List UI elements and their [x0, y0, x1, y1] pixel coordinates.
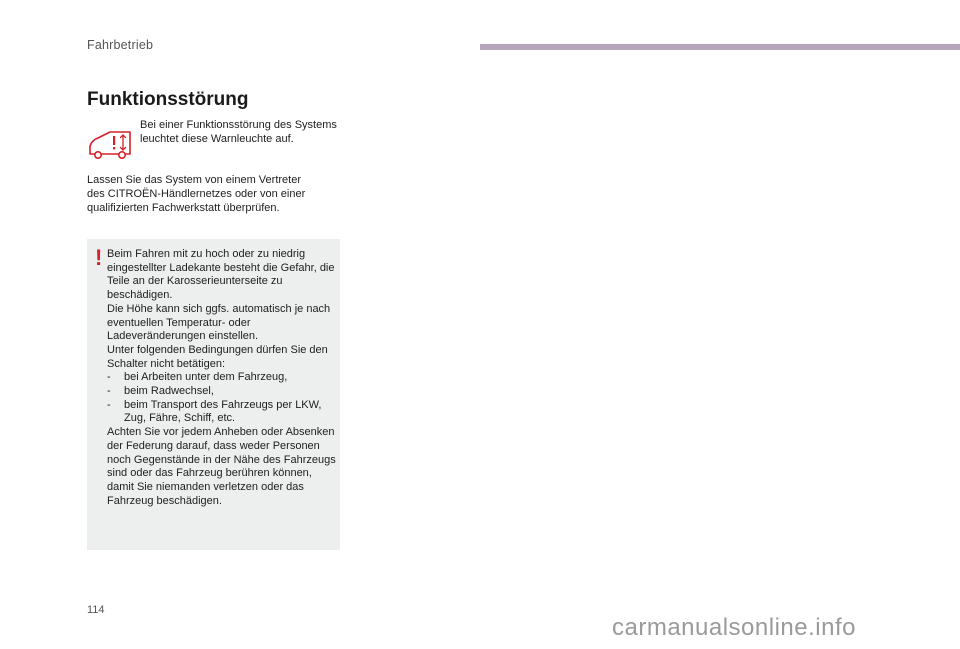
page-title: Funktionsstörung [87, 89, 249, 110]
service-advice-line: des CITROËN-Händlernetzes oder von einer [87, 188, 306, 200]
warning-paragraph: Die Höhe kann sich ggfs. automatisch je nach eventuellen Temperatur- oder Ladeveränderungen einstellen. [107, 302, 331, 343]
exclamation-icon: ! [95, 245, 103, 270]
warning-text [107, 248, 339, 508]
warning-paragraph: Achten Sie vor jedem Anheben oder Absenken der Federung darauf, dass weder Personen noch Gegenstände in der Nähe des Fahrzeugs sind oder das Fahrzeug berühren können, damit Sie niemanden verletzen oder das Fahrzeug beschädigen. [107, 426, 336, 507]
watermark: carmanualsonline.info [612, 614, 856, 641]
service-advice-line: Lassen Sie das System von einem Vertreter [87, 174, 301, 186]
service-advice [87, 173, 337, 215]
list-item: - beim Transport des Fahrzeugs per LKW, Zug, Fähre, Schiff, etc. [107, 399, 339, 426]
suspension-warning-lamp-icon [86, 124, 134, 164]
warning-lamp-description: Bei einer Funktionsstörung des Systems leuchtet diese Warnleuchte auf. [140, 119, 337, 145]
section-bar [480, 44, 960, 50]
warning-paragraph: Beim Fahren mit zu hoch oder zu niedrig eingestellter Ladekante besteht die Gefahr, die Teile an der Karosserieunterseite zu beschädigen. [107, 248, 335, 302]
list-item: - beim Radwechsel, [107, 385, 339, 399]
warning-list [107, 371, 339, 426]
page-number: 114 [87, 604, 105, 616]
section-label: Fahrbetrieb [87, 38, 154, 52]
list-item: - bei Arbeiten unter dem Fahrzeug, [107, 371, 339, 385]
warning-paragraph: Unter folgenden Bedingungen dürfen Sie den Schalter nicht betätigen: [107, 343, 328, 370]
service-advice-line: qualifizierten Fachwerkstatt überprüfen. [87, 202, 280, 214]
